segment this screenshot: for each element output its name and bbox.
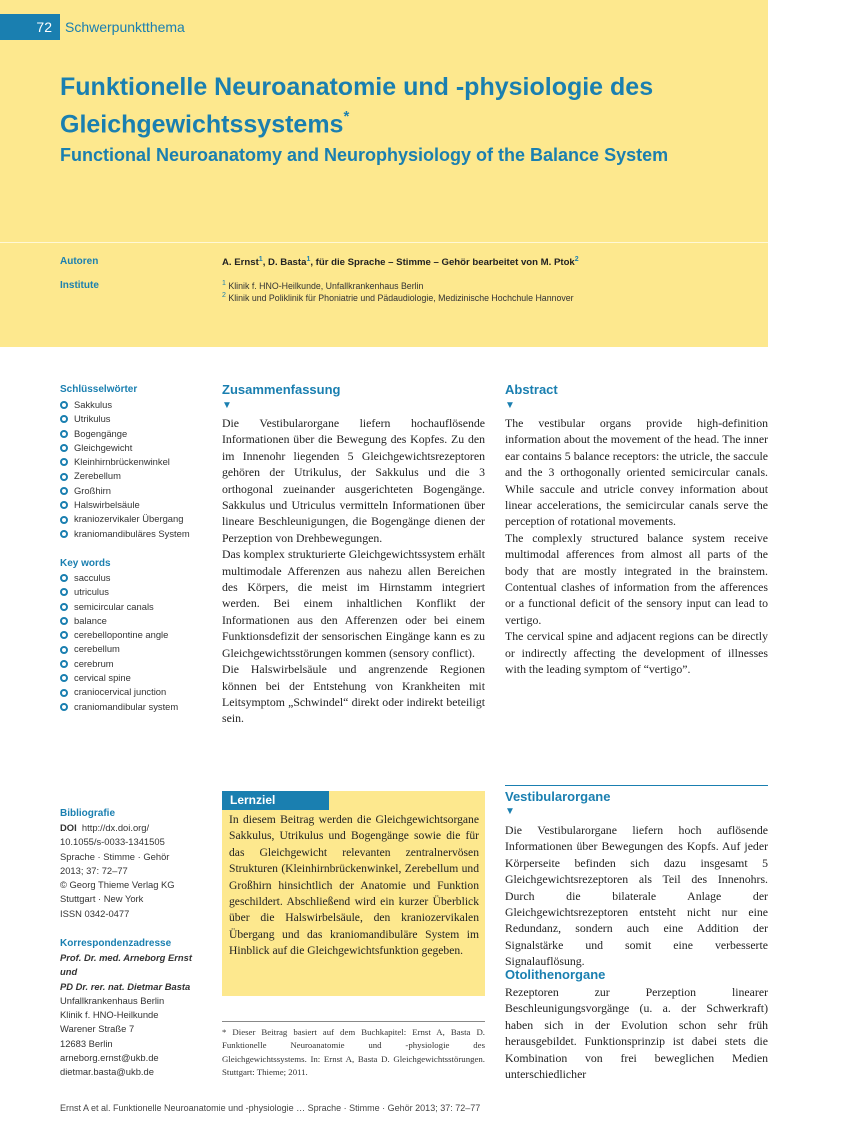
footnote: * Dieser Beitrag basiert auf dem Buchkapitel: Ernst A, Basta D. Funktionelle Neuroanatomie und -physiologie des Gleichgewichtssystems. In: Ernst A, Basta D. Gleichgewichtsstörungen. Stuttgart: Thieme; 2011.: [222, 1027, 485, 1078]
section-label: Schwerpunktthema: [65, 19, 185, 35]
keyword: kraniomandibuläres System: [74, 527, 190, 539]
institute-2-num: 2: [222, 292, 226, 299]
author2-affil: 1: [306, 256, 311, 263]
bullet-icon: [60, 487, 68, 495]
list-item: [60, 700, 178, 714]
keyword: kraniozervikaler Übergang: [74, 513, 184, 525]
list-item: [60, 585, 178, 599]
list-item: [60, 685, 178, 699]
keyword: balance: [74, 614, 107, 626]
keyword: cerebellum: [74, 643, 120, 655]
keyword: semicircular canals: [74, 600, 154, 612]
keyword: craniocervical junction: [74, 686, 167, 698]
bullet-icon: [60, 689, 68, 697]
bullet-icon: [60, 674, 68, 682]
otolithenorgane-heading: Otolithenorgane: [505, 967, 606, 982]
triangle-down-icon: ▼: [505, 806, 515, 817]
bullet-icon: [60, 574, 68, 582]
list-item: [60, 571, 178, 585]
keyword: Großhirn: [74, 484, 111, 496]
list-item: [60, 512, 190, 526]
lernziel-tab: Lernziel: [222, 791, 329, 810]
lernziel-text: In diesem Beitrag werden die Gleichgewichtsorgane Sakkulus, Utrikulus und Bogengänge sowie die für das Gleichgewicht relevanten zentralnervösen Strukturen (Kleinhirnbrückenwinkel, Zerebellum und Großhirn hinsichtlich der Anatomie und Funktion geschildert. Abschließend wird ein kurzer Überblick über die Halswirbelsäule, den kraniozervikalen Übergang und das kraniomandibuläre System im Hinblick auf die Gleichgewichtsfunktion gegeben.: [229, 813, 479, 958]
keyword: sacculus: [74, 572, 111, 583]
keywords-de-list: [60, 398, 190, 541]
email-link[interactable]: dietmar.basta@ukb.de: [60, 1066, 154, 1078]
list-item: [60, 657, 178, 671]
list-item: [60, 614, 178, 628]
bullet-icon: [60, 530, 68, 538]
bullet-icon: [60, 401, 68, 409]
doi-link[interactable]: http://dx.doi.org/: [81, 822, 150, 833]
contact-name-1: Prof. Dr. med. Arneborg Ernst: [60, 952, 192, 963]
institute-1-text: Klinik f. HNO-Heilkunde, Unfallkrankenhaus Berlin: [225, 280, 424, 291]
keyword: Utrikulus: [74, 413, 111, 425]
publisher-location: Stuttgart · New York: [60, 893, 144, 905]
list-item: [60, 455, 190, 469]
bullet-icon: [60, 501, 68, 509]
doi-label: DOI: [60, 822, 77, 833]
list-item: [60, 600, 178, 614]
keyword: Kleinhirnbrückenwinkel: [74, 456, 170, 468]
zusammenfassung-heading: Zusammenfassung: [222, 382, 341, 397]
triangle-down-icon: ▼: [505, 400, 515, 411]
institute-2-text: Klinik und Poliklinik für Phoniatrie und Pädaudiologie, Medizinische Hochchule Hannover: [225, 292, 574, 303]
address-line: 12683 Berlin: [60, 1037, 113, 1049]
authors-line: [222, 256, 579, 268]
bullet-icon: [60, 473, 68, 481]
footnote-divider: [222, 1021, 485, 1022]
keyword: Bogengänge: [74, 427, 128, 439]
list-item: [60, 469, 190, 483]
keyword: Zerebellum: [74, 470, 121, 482]
paragraph: Die Vestibularorgane liefern hochauflösende Informationen über die Bewegung des Kopfes. Zu den im Innenohr liegenden 5 Gleichgewichtsrezeptoren gehören der Utrikulus, der Sakkulus und die 3 orthogonal zueinander ausgerichteten Bogengänge. Sakkulus und Utriculus vermitteln Informationen über lineare Beschleunigungen, die Bogengänge dienen der Perzeption von Drehbewegungen.: [222, 416, 485, 545]
bullet-icon: [60, 617, 68, 625]
contact-conjunction: und: [60, 966, 78, 978]
keyword: cervical spine: [74, 672, 131, 684]
zusammenfassung-text: [222, 415, 485, 727]
otolithenorgane-text: Rezeptoren zur Perzeption linearer Beschleunigungsvorgänge (u. a. der Schwerkraft) haben sich in der Evolution schon sehr früh herausgebildet. Funktionsprinzip ist dabei stets die Kombination von frei beweglichen Medien unterschiedlicher: [505, 985, 768, 1082]
list-item: [60, 398, 190, 412]
publisher: © Georg Thieme Verlag KG: [60, 879, 175, 891]
keyword: Halswirbelsäule: [74, 499, 140, 511]
vestibularorgane-text: Die Vestibularorgane liefern hoch auflösende Informationen über Bewegungen des Kopfs. Auf jeder Körperseite befinden sich dazu insgesamt 5 Gleichgewichtsrezeptoren als Teil des Innenohrs. Durch die bilaterale Anlage der Gleichgewichtsrezeptoren entsteht nicht nur eine Redundanz, sondern auch eine Addition der Signalstärke und somit eine verbesserte Signalauflösung.: [505, 823, 768, 969]
list-item: [60, 642, 178, 656]
abstract-text: [505, 415, 768, 678]
issn: ISSN 0342-0477: [60, 907, 130, 919]
keyword: Gleichgewicht: [74, 441, 133, 453]
title-line1: Funktionelle Neuroanatomie und -physiologie des: [60, 73, 654, 101]
list-item: [60, 498, 190, 512]
institute-1: [222, 280, 423, 291]
journal-name: Sprache · Stimme · Gehör: [60, 850, 170, 862]
list-item: [60, 412, 190, 426]
keywords-en-heading: Key words: [60, 558, 111, 569]
article-subtitle: Functional Neuroanatomy and Neurophysiology of the Balance System: [60, 145, 669, 165]
bullet-icon: [60, 415, 68, 423]
title-line2: Gleichgewichtssystems: [60, 110, 344, 139]
keywords-de-heading: Schlüsselwörter: [60, 384, 138, 395]
bullet-icon: [60, 588, 68, 596]
author3: , für die Sprache – Stimme – Gehör bearbeitet von M. Ptok: [310, 257, 575, 269]
bullet-icon: [60, 703, 68, 711]
paragraph: Die Halswirbelsäule und angrenzende Regionen können bei der Entstehung von Krankheiten mit Leitsymptom „Schwindel“ direkt oder indirekt beteiligt sein.: [222, 662, 485, 726]
bullet-icon: [60, 603, 68, 611]
keywords-en-list: [60, 571, 178, 714]
keyword: Sakkulus: [74, 399, 113, 410]
keyword: utriculus: [74, 586, 109, 598]
page-number: 72: [0, 14, 60, 40]
institute-1-num: 1: [222, 280, 226, 287]
institutes-label: Institute: [60, 280, 99, 291]
vestibularorgane-heading: Vestibularorgane: [505, 789, 611, 804]
list-item: [60, 427, 190, 441]
bibliografie-block: [60, 821, 175, 921]
keyword: craniomandibular system: [74, 700, 179, 712]
address-line: Klinik f. HNO-Heilkunde: [60, 1009, 159, 1021]
authors-label: Autoren: [60, 256, 99, 267]
author2: , D. Basta: [262, 257, 307, 269]
paragraph: The cervical spine and adjacent regions can be directly or indirectly affecting the development of illnesses with the leading symptom of “vertigo”.: [505, 629, 768, 677]
keyword: cerebrum: [74, 657, 114, 669]
bullet-icon: [60, 444, 68, 452]
triangle-down-icon: ▼: [222, 400, 232, 411]
list-item: [60, 527, 190, 541]
article-title: [60, 72, 760, 140]
address-line: Unfallkrankenhaus Berlin: [60, 994, 165, 1006]
bullet-icon: [60, 458, 68, 466]
bullet-icon: [60, 516, 68, 524]
paragraph: The vestibular organs provide high-definition information about the movement of the head. The inner ear contains 5 balance receptors: the utricle, the saccule and the 3 orthogonally oriented semicircular canals. While saccule and utricle convey information about linear accelerations, the semicircular canals serve the perception of rotational movements.: [505, 416, 768, 529]
bullet-icon: [60, 646, 68, 654]
journal-issue: 2013; 37: 72–77: [60, 864, 128, 876]
list-item: [60, 441, 190, 455]
abstract-heading: Abstract: [505, 382, 558, 397]
header-divider: [0, 242, 768, 243]
section-divider: [505, 785, 768, 786]
keyword: cerebellopontine angle: [74, 629, 169, 641]
bullet-icon: [60, 430, 68, 438]
list-item: [60, 628, 178, 642]
list-item: [60, 484, 190, 498]
korrespondenz-block: [60, 951, 208, 1080]
paragraph: Das komplex strukturierte Gleichgewichtssystem erhält multimodale Afferenzen aus nahezu allen Bereichen des Körpers, die meist im Hirnstamm integriert werden. Bei einem inhaltlichen Konflikt der Informationen aus den Afferenzen oder bei einem Funktionsdefizit der sensorischen Eingänge kann es zu Gleichgewichtsstörungen kommen (sensory conflict).: [222, 547, 485, 660]
doi-line: [60, 821, 175, 835]
contact-name-2: PD Dr. rer. nat. Dietmar Basta: [60, 980, 191, 992]
paragraph: The complexly structured balance system receive multimodal afferences from almost all parts of the body that are mostly integrated in the brainstem. Contentual clashes of information from the afferences or a functional deficit of the sensory input can lead to vertigo.: [505, 530, 768, 627]
bibliografie-heading: Bibliografie: [60, 808, 116, 819]
author3-affil: 2: [574, 256, 579, 263]
list-item: [60, 671, 178, 685]
author1-affil: 1: [258, 256, 263, 263]
institute-2: [222, 292, 574, 303]
address-line: Warener Straße 7: [60, 1023, 135, 1035]
bullet-icon: [60, 631, 68, 639]
page-footer: Ernst A et al. Funktionelle Neuroanatomie und -physiologie … Sprache · Stimme · Gehör 2013; 37: 72–77: [60, 1103, 481, 1113]
bullet-icon: [60, 660, 68, 668]
title-footnote-mark: *: [343, 108, 350, 125]
email-link[interactable]: arneborg.ernst@ukb.de: [60, 1052, 159, 1064]
doi-value: 10.1055/s-0033-1341505: [60, 836, 165, 848]
author1: A. Ernst: [222, 257, 259, 269]
korrespondenz-heading: Korrespondenzadresse: [60, 938, 172, 949]
